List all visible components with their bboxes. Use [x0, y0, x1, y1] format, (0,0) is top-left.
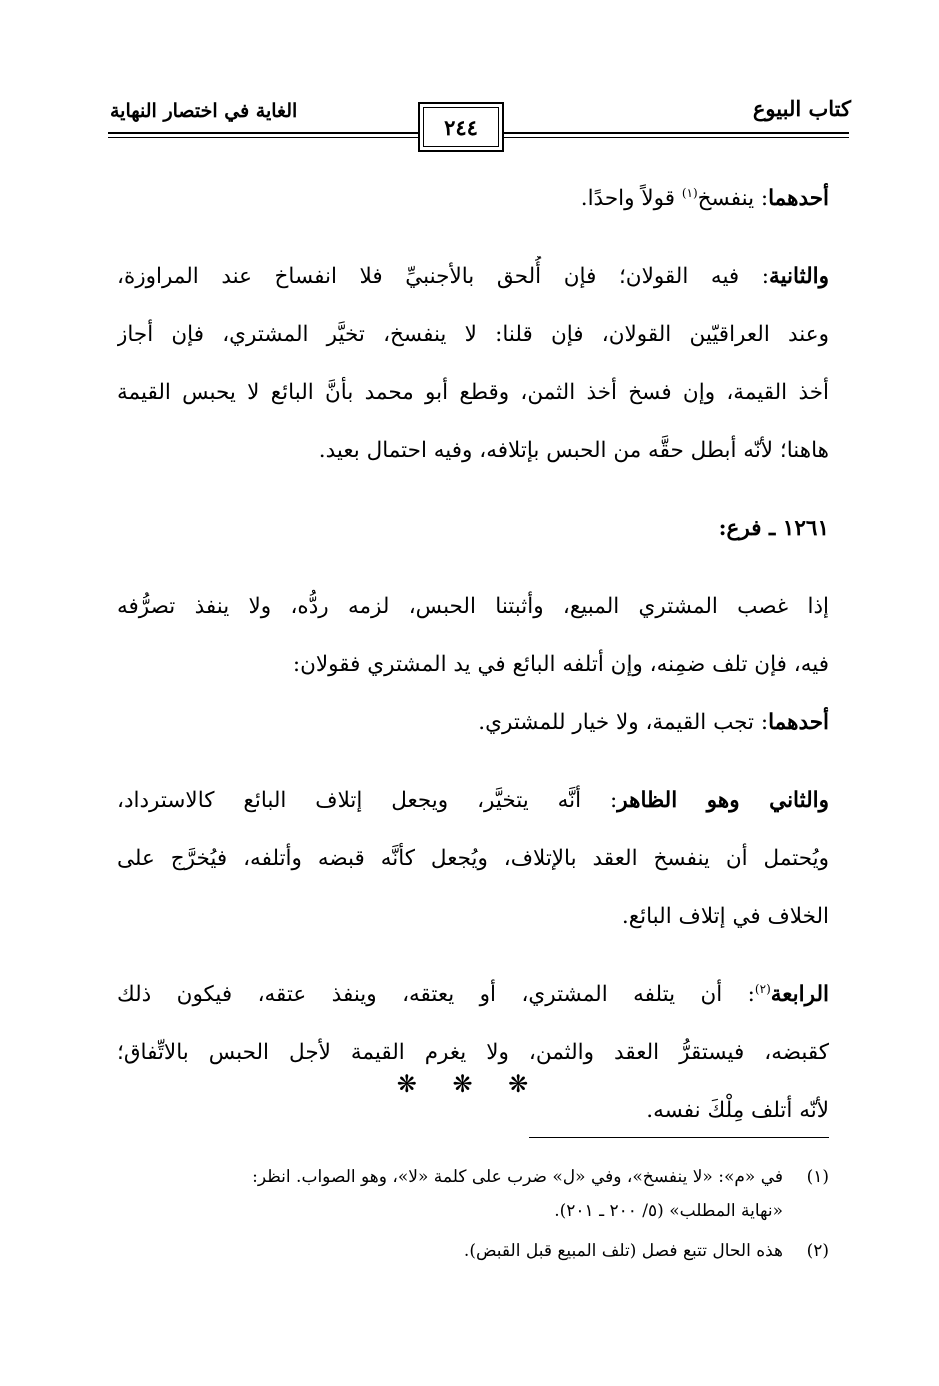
text-line: لأنّه أتلف مِلْكَ نفسه. [646, 1098, 829, 1123]
text-line: فيه، فإن تلف ضمِنه، وإن أتلفه البائع في يد المشتري فقولان: [292, 652, 829, 677]
text: قولاً واحدًا. [580, 186, 682, 211]
paragraph-6 [117, 974, 829, 1148]
footnotes [117, 1160, 829, 1268]
footnote-1 [117, 1160, 829, 1228]
paragraph-1 [117, 178, 829, 236]
text: : تجب القيمة، ولا خيار للمشتري. [478, 710, 769, 735]
footnote-line: هذه الحال تتبع فصل (تلف المبيع قبل القبض). [463, 1241, 783, 1261]
footnote-ref: (٢) [754, 981, 771, 996]
text-line: : فيه القولان؛ فإن أُلحق بالأجنبيِّ فلا انفساخ عند المراوزة، [117, 264, 770, 289]
lead-word: والثانية [769, 264, 829, 289]
footnote-rule [529, 1137, 829, 1138]
section-heading: ١٢٦١ ـ فرع: [718, 516, 829, 541]
text: : ينفسخ [697, 186, 769, 211]
text-line: : أن يتلفه المشتري، أو يعتقه، وينفذ عتقه، فيكون ذلك [117, 982, 755, 1007]
footnote-number: (٢) [806, 1241, 829, 1261]
section-separator: ❋ ❋ ❋ [396, 1070, 543, 1098]
lead-word: أحدهما [768, 710, 829, 735]
footnote-line: «نهاية المطلب» (٥/ ٢٠٠ ـ ٢٠١). [554, 1201, 783, 1221]
text-line: الخلاف في إتلاف البائع. [621, 904, 829, 929]
text-line: : أنَّه يتخيَّر، ويجعل إتلاف البائع كالاسترداد، [117, 788, 618, 813]
text-line: وعند العراقيّين القولان، فإن قلنا: لا ينفسخ، تخيَّر المشتري، فإن أجاز [117, 322, 829, 347]
paragraph-5 [117, 780, 829, 954]
page-number: ٢٤٤ [444, 114, 478, 140]
text-line: إذا غصب المشتري المبيع، وأثبتنا الحبس، لزمه ردُّه، ولا ينفذ تصرُّفه [117, 594, 829, 619]
footnote-2 [117, 1234, 829, 1268]
footnote-number: (١) [806, 1167, 829, 1187]
lead-word: والثاني وهو الظاهر [617, 788, 829, 813]
paragraph-3 [117, 586, 829, 702]
text-line: ويُحتمل أن ينفسخ العقد بالإتلاف، ويُجعل كأنَّه قبضه وأتلفه، فيُخرَّج على [117, 846, 829, 871]
text-line: هاهنا؛ لأنّه أبطل حقَّه من الحبس بإتلافه، وفيه احتمال بعيد. [318, 438, 829, 463]
book-title: كتاب البيوع [752, 96, 851, 121]
work-title: الغاية في اختصار النهاية [110, 100, 298, 122]
lead-word: أحدهما [768, 186, 829, 211]
footnote-line: في «م»: «لا ينفسخ»، وفي «ل» ضرب على كلمة «لا»، وهو الصواب. انظر: [252, 1167, 783, 1187]
paragraph-4 [117, 702, 829, 760]
main-text [117, 178, 829, 1148]
paragraph-2 [117, 256, 829, 488]
lead-word: الرابعة [770, 982, 829, 1007]
footnote-ref: (١) [681, 185, 698, 200]
text-line: كقبضه، فيستقرُّ العقد والثمن، ولا يغرم القيمة لأجل الحبس بالاتِّفاق؛ [117, 1040, 829, 1065]
text-line: أخذ القيمة، وإن فسخ أخذ الثمن، وقطع أبو محمد بأنَّ البائع لا يحبس القيمة [117, 380, 829, 405]
page-number-box [418, 102, 504, 152]
